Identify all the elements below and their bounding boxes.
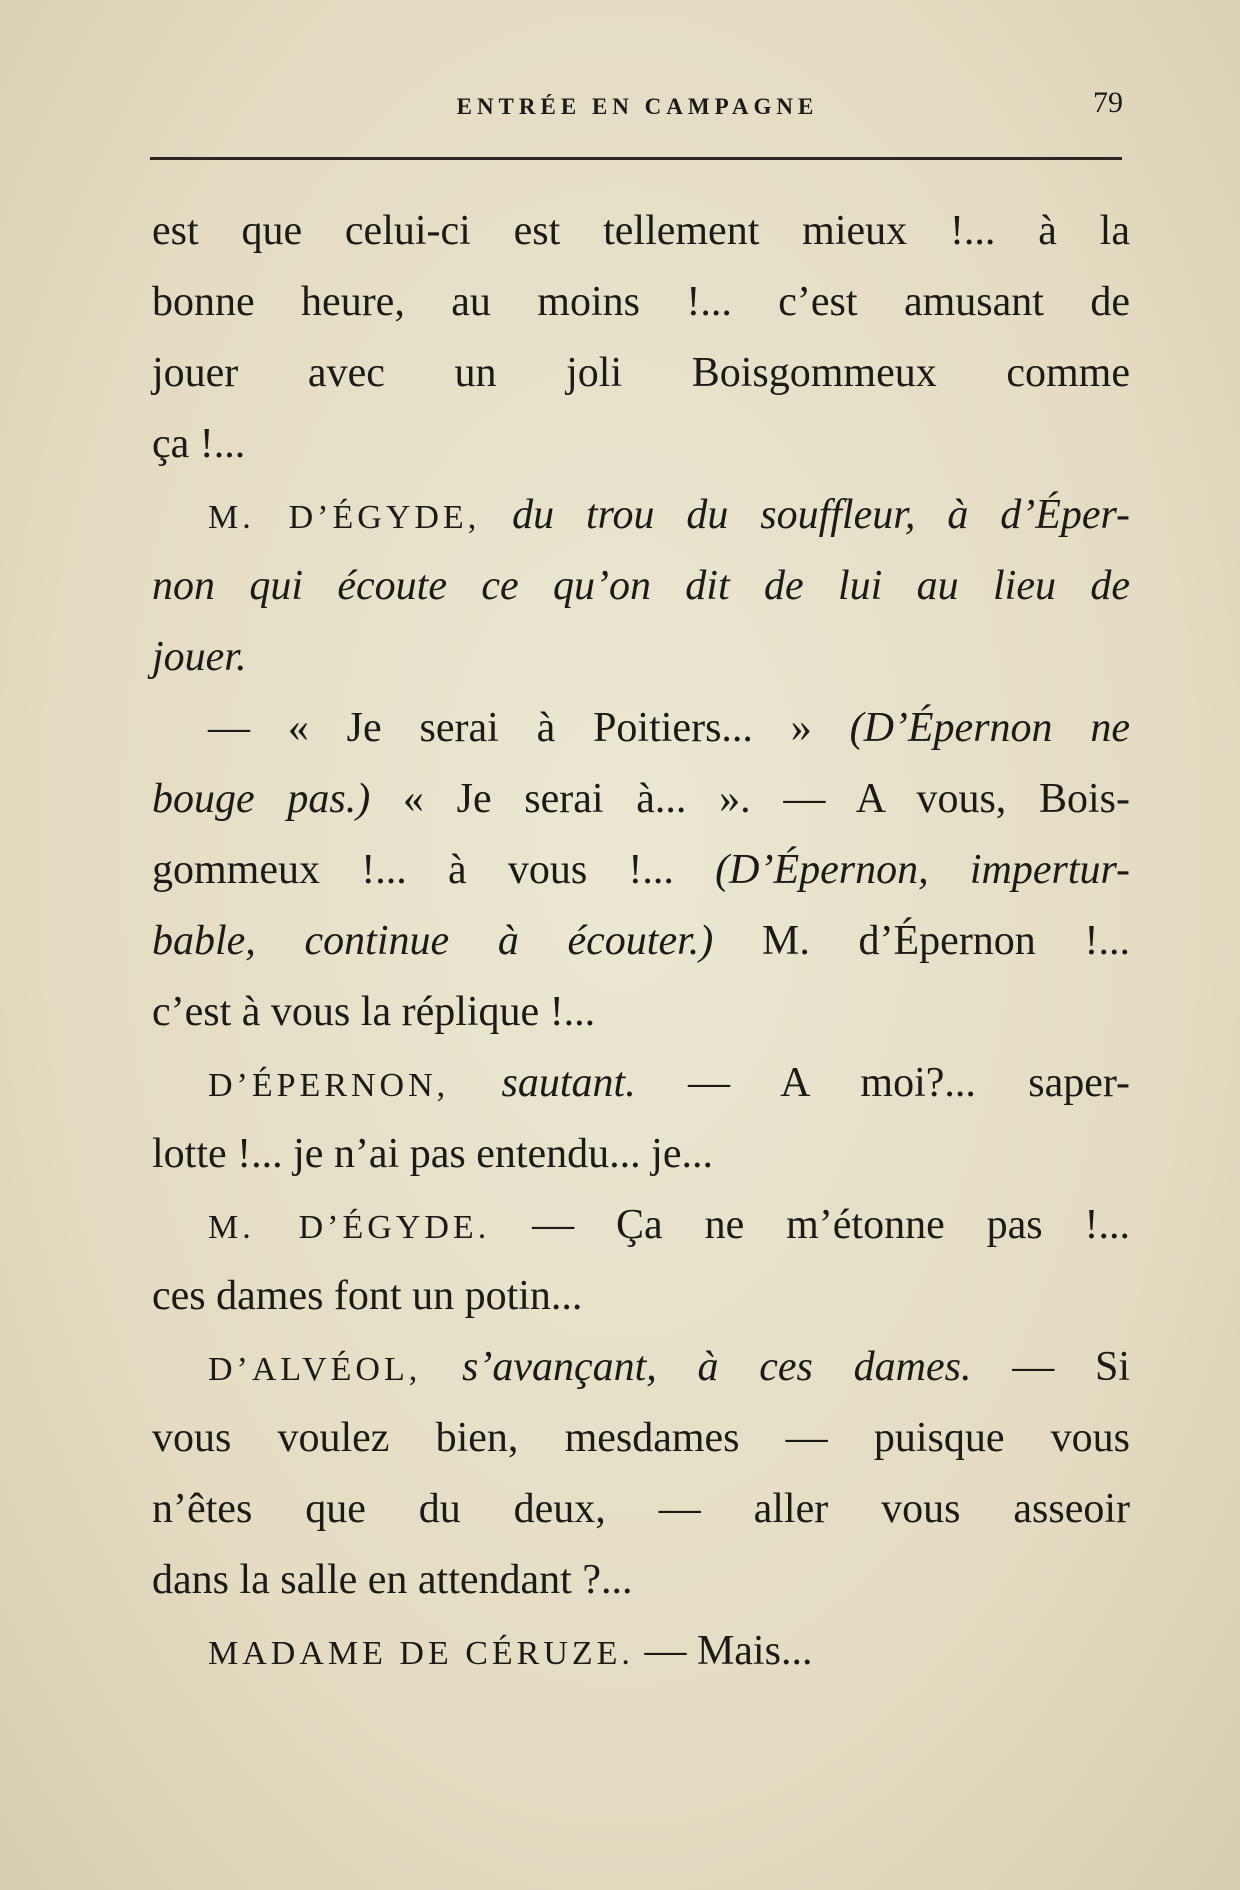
text-line: bonne heure, au moins !... c’est amusant de: [152, 279, 1130, 325]
stage-direction: non qui écoute ce qu’on dit de lui au lieu de: [152, 563, 1130, 609]
speaker-name: M. D’ÉGYDE.: [208, 1209, 491, 1246]
speaker-line: D’ALVÉOL, s’avançant, à ces dames. — Si: [208, 1344, 1130, 1390]
text-line: jouer avec un joli Boisgommeux comme: [152, 350, 1130, 396]
stage-direction: du trou du souffleur, à d’Éper-: [512, 492, 1130, 538]
text-line: bable, continue à écouter.) M. d’Épernon !...: [152, 918, 1130, 964]
body-text: [152, 196, 1130, 1687]
stage-direction: sautant.: [501, 1060, 636, 1106]
speaker-line: D’ÉPERNON, sautant. — A moi?... saper-: [208, 1060, 1131, 1106]
text-line: — « Je serai à Poitiers... » (D’Épernon ne: [208, 705, 1131, 751]
header-rule: [150, 157, 1122, 160]
text-line: c’est à vous la réplique !...: [152, 989, 596, 1035]
text-line: ça !...: [152, 421, 246, 467]
text-line: vous voulez bien, mesdames — puisque vous: [152, 1415, 1130, 1461]
text-line: ces dames font un potin...: [152, 1273, 583, 1319]
stage-direction: jouer.: [152, 634, 247, 680]
text-line: n’êtes que du deux, — aller vous asseoir: [152, 1486, 1130, 1532]
stage-direction: (D’Épernon ne: [849, 705, 1131, 751]
speaker-name: D’ÉPERNON,: [208, 1067, 450, 1104]
stage-direction: (D’Épernon, impertur-: [715, 847, 1131, 893]
speaker-name: MADAME DE CÉRUZE.: [208, 1635, 634, 1672]
speaker-line: MADAME DE CÉRUZE. — Mais...: [208, 1628, 813, 1674]
page-number: 79: [1093, 86, 1123, 119]
speaker-line: M. D’ÉGYDE. — Ça ne m’étonne pas !...: [208, 1202, 1130, 1248]
text-line: [152, 551, 1130, 622]
text-line: gommeux !... à vous !... (D’Épernon, impertur-: [152, 847, 1131, 893]
stage-direction: bable, continue à écouter.): [152, 918, 714, 964]
text-line: dans la salle en attendant ?...: [152, 1557, 633, 1603]
stage-direction: bouge pas.): [152, 776, 371, 822]
speaker-name: M. D’ÉGYDE,: [208, 499, 481, 536]
stage-direction: s’avançant, à ces dames.: [461, 1344, 972, 1390]
running-head: [150, 86, 1125, 126]
text-line: lotte !... je n’ai pas entendu... je...: [152, 1131, 713, 1177]
text-line: [152, 622, 1130, 693]
running-title: ENTRÉE EN CAMPAGNE: [456, 94, 819, 119]
text-line: est que celui-ci est tellement mieux !... à la: [152, 208, 1130, 254]
speaker-name: D’ALVÉOL,: [208, 1351, 422, 1388]
text-line: bouge pas.) « Je serai à... ». — A vous, Bois-: [152, 776, 1131, 822]
speaker-line: [152, 480, 1130, 551]
